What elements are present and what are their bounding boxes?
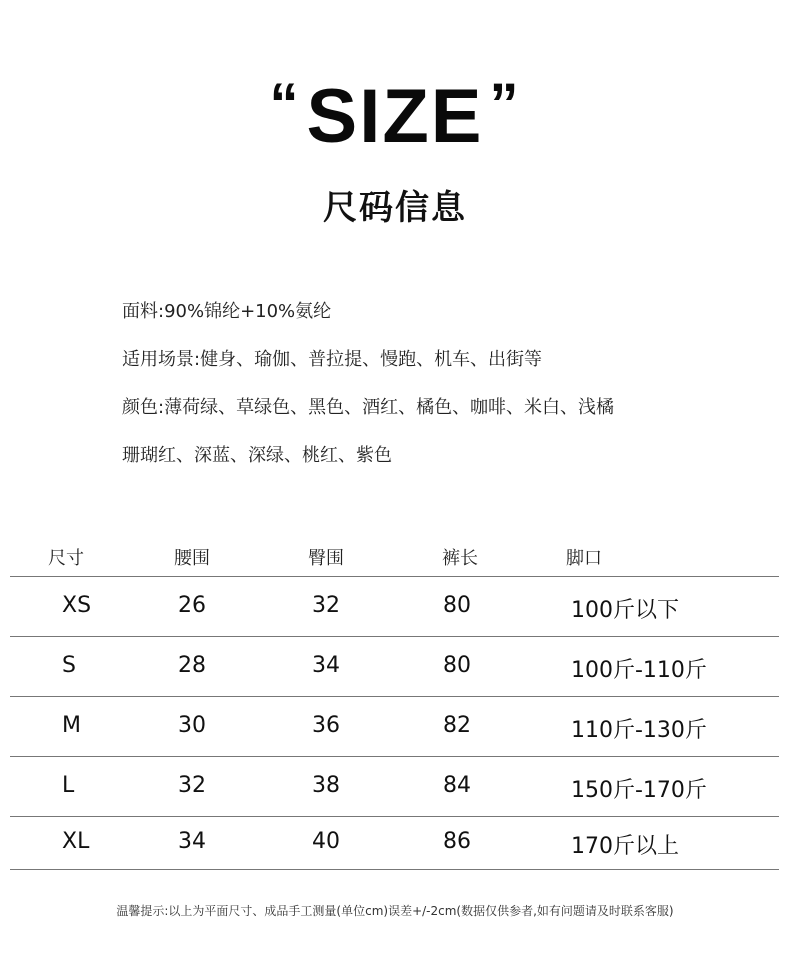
header-length: 裤长: [442, 548, 478, 569]
header-hip: 臀围: [308, 548, 344, 569]
cell-size: XS: [62, 593, 92, 618]
cell-hem: 150斤-170斤: [571, 778, 707, 803]
header-size: 尺寸: [48, 548, 84, 569]
cell-hem: 100斤以下: [571, 598, 679, 623]
cell-hem: 110斤-130斤: [571, 718, 707, 743]
cell-length: 86: [443, 829, 471, 854]
cell-size: XL: [62, 829, 90, 854]
table-row: [10, 817, 779, 870]
cell-hip: 36: [312, 713, 340, 738]
size-table: [10, 536, 779, 870]
cell-hem: 100斤-110斤: [571, 658, 707, 683]
cell-hem: 170斤以上: [571, 834, 679, 859]
cell-waist: 26: [178, 593, 206, 618]
table-row: [10, 757, 779, 817]
size-title: SIZE: [306, 74, 484, 159]
usage-line: 适用场景:健身、瑜伽、普拉提、慢跑、机车、出街等: [122, 349, 543, 370]
cell-length: 80: [443, 593, 471, 618]
cell-hip: 34: [312, 653, 340, 678]
cell-size: M: [62, 713, 81, 738]
table-row: [10, 637, 779, 697]
cell-hip: 38: [312, 773, 340, 798]
product-info: [122, 298, 762, 490]
cell-waist: 34: [178, 829, 206, 854]
table-row: [10, 577, 779, 637]
cell-waist: 28: [178, 653, 206, 678]
cell-waist: 32: [178, 773, 206, 798]
cell-size: S: [62, 653, 76, 678]
cell-waist: 30: [178, 713, 206, 738]
colors-line: 颜色:薄荷绿、草绿色、黑色、酒红、橘色、咖啡、米白、浅橘: [122, 397, 615, 418]
cell-size: L: [62, 773, 75, 798]
header-waist: 腰围: [174, 548, 210, 569]
open-quote: “: [269, 72, 301, 137]
fabric-line: 面料:90%锦纶+10%氨纶: [122, 301, 332, 322]
cell-length: 84: [443, 773, 471, 798]
page-subtitle: 尺码信息: [323, 188, 467, 228]
table-row: [10, 697, 779, 757]
cell-hip: 40: [312, 829, 340, 854]
close-quote: ”: [489, 72, 521, 137]
size-heading: [0, 72, 790, 159]
cell-length: 82: [443, 713, 471, 738]
measurement-note: 温馨提示:以上为平面尺寸、成品手工测量(单位cm)误差+/-2cm(数据仅供参者,如有问题请及时联系客服): [116, 904, 674, 918]
header-hem: 脚口: [566, 548, 602, 569]
cell-length: 80: [443, 653, 471, 678]
colors-line-continued: 珊瑚红、深蓝、深绿、桃红、紫色: [122, 445, 392, 466]
cell-hip: 32: [312, 593, 340, 618]
table-header: [10, 536, 779, 577]
